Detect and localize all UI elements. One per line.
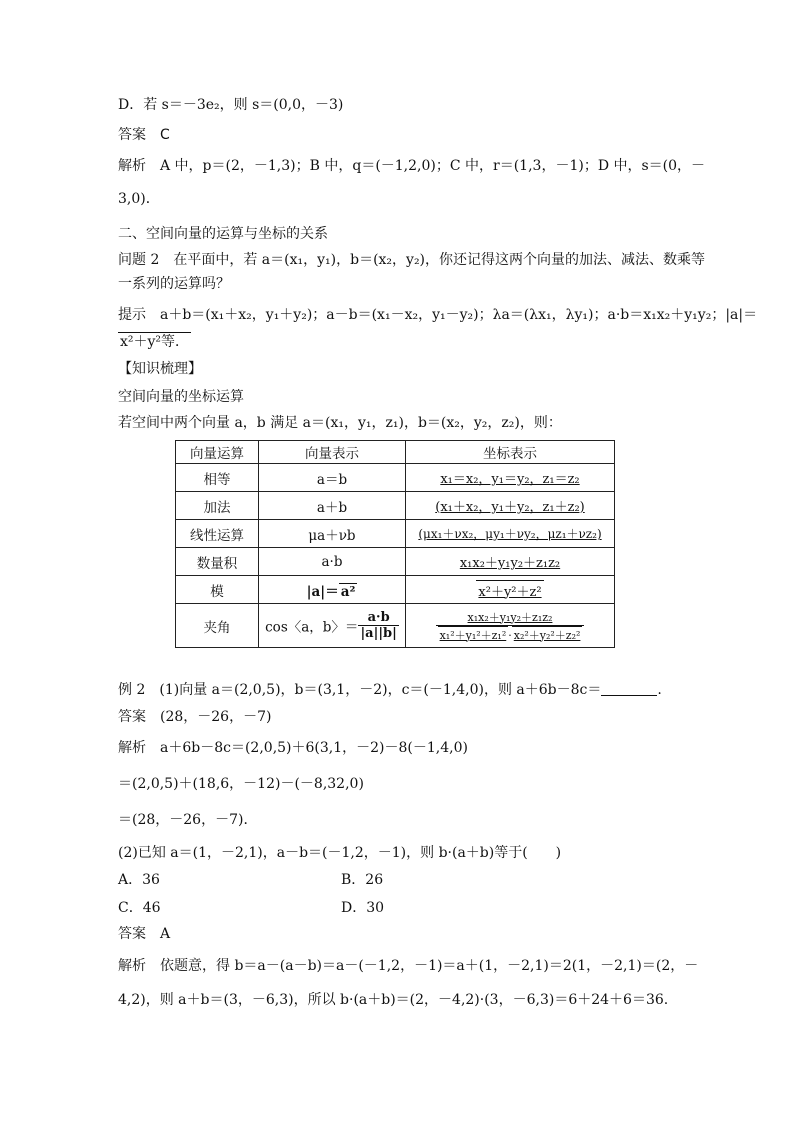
hint-line: 提示 a＋b＝(x₁＋x₂，y₁＋y₂)；a－b＝(x₁－x₂，y₁－y₂)；λa＝(λx₁，λy₁)；a·b＝x₁x₂＋y₁y₂；|a|＝ xyxy=(118,307,758,323)
answer-line: 答案 A xyxy=(118,926,171,942)
angle-label: cos〈a，b〉＝ xyxy=(265,619,359,636)
option-d-line: D．若 s＝－3e₂，则 s＝(0,0，－3) xyxy=(118,97,344,113)
angle-denominator: |a||b| xyxy=(360,626,397,641)
option-a: A．36 xyxy=(118,872,160,888)
angle-coord-numerator: x₁x₂＋y₁y₂＋z₁z₂ xyxy=(436,609,585,626)
coordinate-operation-table xyxy=(175,440,615,648)
coord-cell: x₁x₂＋y₁y₂＋z₁z₂ xyxy=(406,548,615,576)
question-line-cont: 一系列的运算吗？ xyxy=(118,276,230,292)
table-header-row xyxy=(176,441,615,464)
header-cell: 向量表示 xyxy=(259,441,406,464)
answer-line: 答案 C xyxy=(118,127,170,143)
op-cell: 线性运算 xyxy=(176,520,259,548)
table-row xyxy=(176,604,615,648)
analysis-line-cont: 4,2)，则 a＋b＝(3，－6,3)，所以 b·(a＋b)＝(2，－4,2)·(3，－6,3)＝6＋24＋6＝36. xyxy=(118,992,669,1008)
calc-line: ＝(28，－26，－7)． xyxy=(118,812,258,828)
angle-fraction xyxy=(358,610,398,641)
vec-cell: a＝b xyxy=(259,464,406,492)
condition-line: 若空间中两个向量 a，b 满足 a＝(x₁，y₁，z₁)，b＝(x₂，y₂，z₂)，则： xyxy=(118,415,562,431)
vec-cell: μa＋νb xyxy=(259,520,406,548)
option-b: B．26 xyxy=(341,872,384,888)
analysis-line: 解析 A 中，p＝(2，－1,3)；B 中，q＝(－1,2,0)；C 中，r＝(1,3，－1)；D 中，s＝(0，－ xyxy=(118,158,706,174)
angle-numerator: a·b xyxy=(358,610,398,626)
header-cell: 坐标表示 xyxy=(406,441,615,464)
dot-sign: · xyxy=(508,628,512,642)
sqrt-b: x₂²＋y₂²＋z₂² xyxy=(512,626,583,643)
vec-cell: a＋b xyxy=(259,492,406,520)
coord-cell: (x₁＋x₂，y₁＋y₂，z₁＋z₂) xyxy=(406,492,615,520)
sqrt-a: x₁²＋y₁²＋z₁² xyxy=(438,626,509,643)
knowledge-heading: 【知识梳理】 xyxy=(118,361,202,377)
example-text: 例 2 (1)向量 a＝(2,0,5)，b＝(3,1，－2)，c＝(－1,4,0)，则 a＋6b－8c＝ xyxy=(118,682,602,698)
question-line: 问题 2 在平面中，若 a＝(x₁，y₁)，b＝(x₂，y₂)，你还记得这两个向量的加法、减法、数乘等 xyxy=(118,252,706,268)
hint-line-cont xyxy=(118,332,191,351)
op-cell: 模 xyxy=(176,576,259,604)
table-row xyxy=(176,464,615,492)
analysis-line: 解析 依题意，得 b＝a－(a－b)＝a－(－1,2，－1)＝a＋(1，－2,1)＝2(1，－2,1)＝(2，－ xyxy=(118,958,699,974)
coord-cell xyxy=(406,576,615,604)
answer-line: 答案 (28，－26，－7) xyxy=(118,709,272,725)
modulus-coord-sqrt: x²＋y²＋z² xyxy=(476,580,543,600)
angle-coord-denominator xyxy=(436,626,585,643)
analysis-line-cont: 3,0)． xyxy=(118,191,160,207)
table-row xyxy=(176,576,615,604)
example-line-2: (2)已知 a＝(1，－2,1)，a－b＝(－1,2，－1)，则 b·(a＋b)等于( ) xyxy=(118,845,562,861)
coord-cell: (μx₁＋νx₂，μy₁＋νy₂，μz₁＋νz₂) xyxy=(406,520,615,548)
op-cell: 数量积 xyxy=(176,548,259,576)
header-cell: 向量运算 xyxy=(176,441,259,464)
calc-line: ＝(2,0,5)＋(18,6，－12)－(－8,32,0) xyxy=(118,776,364,792)
example-line: 例 2 (1)向量 a＝(2,0,5)，b＝(3,1，－2)，c＝(－1,4,0)，则 a＋6b－8c＝ . xyxy=(118,682,662,698)
vec-cell xyxy=(259,576,406,604)
vec-cell xyxy=(259,604,406,648)
option-d: D．30 xyxy=(341,900,385,916)
table-row xyxy=(176,520,615,548)
sqrt-expression: x²＋y²等． xyxy=(120,334,190,350)
answer-blank xyxy=(601,681,657,696)
vec-cell: a·b xyxy=(259,548,406,576)
modulus-sqrt: a² xyxy=(340,583,356,600)
table-row xyxy=(176,548,615,576)
analysis-line: 解析 a＋6b－8c＝(2,0,5)＋6(3,1，－2)－8(－1,4,0) xyxy=(118,740,468,756)
op-cell: 夹角 xyxy=(176,604,259,648)
section-heading: 二、空间向量的运算与坐标的关系 xyxy=(118,226,328,242)
option-c: C．46 xyxy=(118,900,161,916)
table-row xyxy=(176,492,615,520)
coord-cell: x₁＝x₂，y₁＝y₂，z₁＝z₂ xyxy=(406,464,615,492)
modulus-label: |a|＝ xyxy=(306,583,339,600)
op-cell: 加法 xyxy=(176,492,259,520)
op-cell: 相等 xyxy=(176,464,259,492)
subheading: 空间向量的坐标运算 xyxy=(118,389,244,405)
coord-cell xyxy=(406,604,615,648)
angle-coord-fraction xyxy=(436,609,585,643)
